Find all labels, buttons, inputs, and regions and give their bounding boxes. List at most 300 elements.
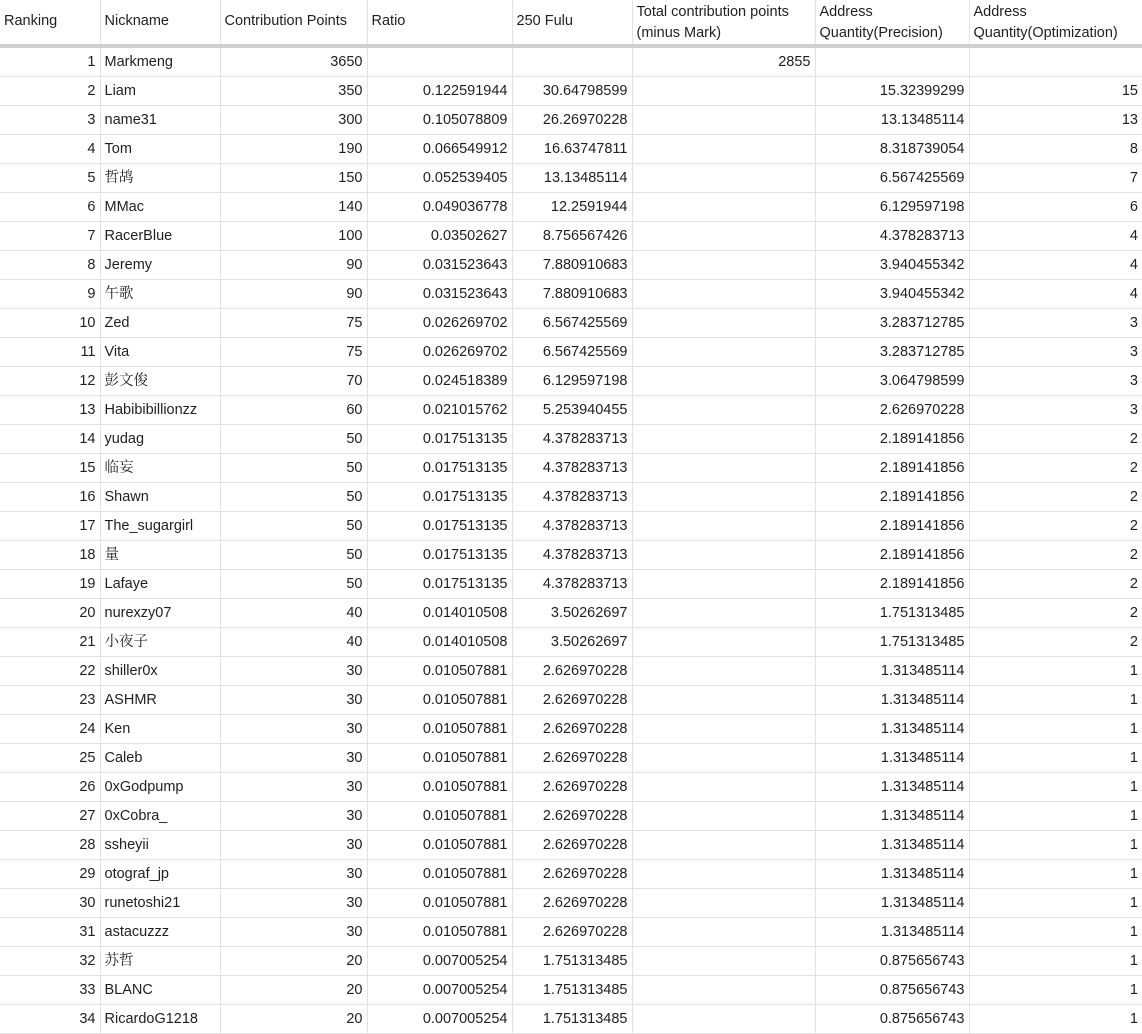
cell-nickname[interactable]: Markmeng [100,46,220,77]
cell-contribution-points[interactable]: 30 [220,860,367,889]
cell-250-fulu[interactable]: 2.626970228 [512,889,632,918]
cell-ratio[interactable]: 0.010507881 [367,744,512,773]
cell-ratio[interactable]: 0.010507881 [367,860,512,889]
cell-ratio[interactable]: 0.017513135 [367,425,512,454]
cell-total-contribution-points[interactable] [632,338,815,367]
cell-address-quantity-optimization[interactable]: 7 [969,164,1142,193]
cell-nickname[interactable]: RacerBlue [100,222,220,251]
table-row [0,541,1142,570]
cell-nickname[interactable]: 量 [100,541,220,570]
cell-address-quantity-precision[interactable]: 1.313485114 [815,773,969,802]
cell-total-contribution-points[interactable] [632,164,815,193]
cell-contribution-points[interactable]: 50 [220,541,367,570]
cell-ranking[interactable]: 7 [0,222,100,251]
table-row [0,164,1142,193]
cell-ratio[interactable]: 0.010507881 [367,715,512,744]
cell-address-quantity-precision[interactable]: 0.875656743 [815,1005,969,1034]
cell-250-fulu[interactable]: 4.378283713 [512,512,632,541]
cell-address-quantity-precision[interactable]: 1.313485114 [815,918,969,947]
cell-total-contribution-points[interactable] [632,599,815,628]
header-ratio[interactable]: Ratio [367,0,512,46]
cell-ratio[interactable]: 0.007005254 [367,976,512,1005]
cell-ranking[interactable]: 16 [0,483,100,512]
cell-ratio[interactable]: 0.014010508 [367,599,512,628]
header-nickname[interactable]: Nickname [100,0,220,46]
cell-total-contribution-points[interactable] [632,802,815,831]
cell-address-quantity-precision[interactable]: 2.189141856 [815,570,969,599]
cell-nickname[interactable]: 午歌 [100,280,220,309]
cell-contribution-points[interactable]: 150 [220,164,367,193]
cell-ranking[interactable]: 15 [0,454,100,483]
cell-address-quantity-optimization[interactable]: 3 [969,396,1142,425]
cell-address-quantity-precision[interactable]: 13.13485114 [815,106,969,135]
cell-total-contribution-points[interactable] [632,831,815,860]
cell-address-quantity-optimization[interactable]: 2 [969,541,1142,570]
cell-address-quantity-precision[interactable]: 6.567425569 [815,164,969,193]
cell-address-quantity-precision[interactable]: 1.313485114 [815,686,969,715]
cell-total-contribution-points[interactable] [632,918,815,947]
cell-address-quantity-optimization[interactable]: 1 [969,686,1142,715]
cell-250-fulu[interactable]: 6.567425569 [512,309,632,338]
cell-250-fulu[interactable] [512,46,632,77]
cell-nickname[interactable]: Shawn [100,483,220,512]
cell-total-contribution-points[interactable] [632,889,815,918]
cell-address-quantity-optimization[interactable]: 1 [969,1005,1142,1034]
cell-total-contribution-points[interactable] [632,77,815,106]
cell-ranking[interactable]: 23 [0,686,100,715]
table-row [0,570,1142,599]
cell-250-fulu[interactable]: 6.567425569 [512,338,632,367]
cell-ranking[interactable]: 28 [0,831,100,860]
cell-address-quantity-precision[interactable]: 1.313485114 [815,831,969,860]
cell-nickname[interactable]: ASHMR [100,686,220,715]
cell-nickname[interactable]: 苏哲 [100,947,220,976]
cell-contribution-points[interactable]: 190 [220,135,367,164]
cell-ranking[interactable]: 21 [0,628,100,657]
table-row [0,512,1142,541]
cell-ratio[interactable]: 0.010507881 [367,657,512,686]
cell-ratio[interactable]: 0.024518389 [367,367,512,396]
cell-address-quantity-optimization[interactable]: 1 [969,860,1142,889]
cell-address-quantity-optimization[interactable]: 4 [969,280,1142,309]
header-address-quantity-optimization[interactable]: Address Quantity(Optimization) [969,0,1142,46]
cell-contribution-points[interactable]: 50 [220,425,367,454]
cell-contribution-points[interactable]: 30 [220,773,367,802]
cell-contribution-points[interactable]: 20 [220,976,367,1005]
cell-nickname[interactable]: yudag [100,425,220,454]
cell-address-quantity-precision[interactable]: 1.751313485 [815,628,969,657]
cell-ratio[interactable]: 0.007005254 [367,1005,512,1034]
cell-ranking[interactable]: 5 [0,164,100,193]
cell-ranking[interactable]: 17 [0,512,100,541]
cell-address-quantity-precision[interactable]: 2.189141856 [815,483,969,512]
cell-ranking[interactable]: 18 [0,541,100,570]
cell-250-fulu[interactable]: 7.880910683 [512,251,632,280]
cell-contribution-points[interactable]: 90 [220,251,367,280]
cell-ranking[interactable]: 25 [0,744,100,773]
cell-address-quantity-optimization[interactable]: 2 [969,483,1142,512]
cell-nickname[interactable]: runetoshi21 [100,889,220,918]
cell-nickname[interactable]: Lafaye [100,570,220,599]
cell-nickname[interactable]: ssheyii [100,831,220,860]
cell-address-quantity-precision[interactable]: 3.283712785 [815,338,969,367]
cell-ranking[interactable]: 8 [0,251,100,280]
cell-ranking[interactable]: 2 [0,77,100,106]
cell-nickname[interactable]: 0xCobra_ [100,802,220,831]
table-row [0,744,1142,773]
cell-nickname[interactable]: RicardoG1218 [100,1005,220,1034]
cell-ratio[interactable]: 0.010507881 [367,773,512,802]
cell-contribution-points[interactable]: 30 [220,744,367,773]
cell-address-quantity-precision[interactable]: 3.283712785 [815,309,969,338]
cell-address-quantity-precision[interactable]: 1.313485114 [815,744,969,773]
cell-250-fulu[interactable]: 2.626970228 [512,860,632,889]
table-row [0,367,1142,396]
header-contribution-points[interactable]: Contribution Points [220,0,367,46]
cell-address-quantity-precision[interactable]: 4.378283713 [815,222,969,251]
cell-address-quantity-optimization[interactable]: 1 [969,657,1142,686]
cell-ranking[interactable]: 34 [0,1005,100,1034]
cell-total-contribution-points[interactable] [632,541,815,570]
cell-ratio[interactable]: 0.010507881 [367,918,512,947]
cell-ratio[interactable]: 0.066549912 [367,135,512,164]
cell-contribution-points[interactable]: 30 [220,802,367,831]
cell-ranking[interactable]: 3 [0,106,100,135]
cell-address-quantity-optimization[interactable]: 2 [969,570,1142,599]
cell-address-quantity-precision[interactable]: 2.626970228 [815,396,969,425]
cell-total-contribution-points[interactable] [632,744,815,773]
cell-address-quantity-optimization[interactable]: 2 [969,599,1142,628]
cell-ranking[interactable]: 1 [0,46,100,77]
cell-contribution-points[interactable]: 90 [220,280,367,309]
cell-250-fulu[interactable]: 2.626970228 [512,715,632,744]
cell-250-fulu[interactable]: 8.756567426 [512,222,632,251]
cell-contribution-points[interactable]: 100 [220,222,367,251]
cell-address-quantity-precision[interactable]: 8.318739054 [815,135,969,164]
cell-address-quantity-precision[interactable] [815,46,969,77]
cell-250-fulu[interactable]: 4.378283713 [512,570,632,599]
cell-total-contribution-points[interactable] [632,280,815,309]
cell-250-fulu[interactable]: 13.13485114 [512,164,632,193]
cell-address-quantity-optimization[interactable]: 6 [969,193,1142,222]
cell-contribution-points[interactable]: 20 [220,1005,367,1034]
cell-250-fulu[interactable]: 4.378283713 [512,483,632,512]
cell-250-fulu[interactable]: 1.751313485 [512,947,632,976]
cell-250-fulu[interactable]: 3.50262697 [512,599,632,628]
cell-250-fulu[interactable]: 2.626970228 [512,657,632,686]
cell-total-contribution-points[interactable] [632,773,815,802]
cell-address-quantity-precision[interactable]: 1.313485114 [815,657,969,686]
cell-total-contribution-points[interactable] [632,193,815,222]
cell-nickname[interactable]: shiller0x [100,657,220,686]
cell-total-contribution-points[interactable] [632,367,815,396]
cell-contribution-points[interactable]: 50 [220,570,367,599]
cell-total-contribution-points[interactable] [632,309,815,338]
cell-address-quantity-precision[interactable]: 3.064798599 [815,367,969,396]
cell-ranking[interactable]: 12 [0,367,100,396]
cell-address-quantity-optimization[interactable]: 2 [969,628,1142,657]
cell-ratio[interactable]: 0.010507881 [367,831,512,860]
cell-address-quantity-optimization[interactable]: 1 [969,715,1142,744]
cell-250-fulu[interactable]: 1.751313485 [512,1005,632,1034]
cell-total-contribution-points[interactable] [632,570,815,599]
cell-nickname[interactable]: Zed [100,309,220,338]
cell-contribution-points[interactable]: 30 [220,831,367,860]
cell-nickname[interactable]: 哲鸪 [100,164,220,193]
table-row [0,396,1142,425]
cell-250-fulu[interactable]: 5.253940455 [512,396,632,425]
cell-250-fulu[interactable]: 12.2591944 [512,193,632,222]
cell-address-quantity-precision[interactable]: 2.189141856 [815,454,969,483]
cell-address-quantity-optimization[interactable]: 4 [969,222,1142,251]
table-row [0,860,1142,889]
cell-contribution-points[interactable]: 140 [220,193,367,222]
cell-address-quantity-precision[interactable]: 3.940455342 [815,251,969,280]
cell-250-fulu[interactable]: 7.880910683 [512,280,632,309]
table-body [0,46,1142,1034]
cell-address-quantity-optimization[interactable]: 2 [969,512,1142,541]
cell-contribution-points[interactable]: 30 [220,918,367,947]
cell-nickname[interactable]: 小夜子 [100,628,220,657]
table-row [0,483,1142,512]
cell-ranking[interactable]: 22 [0,657,100,686]
cell-ratio[interactable]: 0.017513135 [367,483,512,512]
header-250-fulu[interactable]: 250 Fulu [512,0,632,46]
cell-250-fulu[interactable]: 26.26970228 [512,106,632,135]
cell-address-quantity-optimization[interactable]: 1 [969,744,1142,773]
cell-ratio[interactable]: 0.010507881 [367,686,512,715]
cell-ranking[interactable]: 14 [0,425,100,454]
cell-total-contribution-points[interactable] [632,222,815,251]
cell-contribution-points[interactable]: 30 [220,715,367,744]
cell-nickname[interactable]: nurexzy07 [100,599,220,628]
cell-contribution-points[interactable]: 50 [220,512,367,541]
cell-ratio[interactable]: 0.031523643 [367,280,512,309]
cell-ratio[interactable]: 0.010507881 [367,889,512,918]
cell-contribution-points[interactable]: 20 [220,947,367,976]
cell-ranking[interactable]: 27 [0,802,100,831]
header-total-contribution-points[interactable]: Total contribution points (minus Mark) [632,0,815,46]
cell-ranking[interactable]: 26 [0,773,100,802]
cell-address-quantity-optimization[interactable]: 15 [969,77,1142,106]
table-row [0,715,1142,744]
cell-nickname[interactable]: MMac [100,193,220,222]
cell-ranking[interactable]: 10 [0,309,100,338]
cell-250-fulu[interactable]: 2.626970228 [512,831,632,860]
cell-ranking[interactable]: 32 [0,947,100,976]
cell-total-contribution-points[interactable] [632,657,815,686]
cell-nickname[interactable]: name31 [100,106,220,135]
cell-nickname[interactable]: The_sugargirl [100,512,220,541]
cell-250-fulu[interactable]: 16.63747811 [512,135,632,164]
cell-total-contribution-points[interactable] [632,686,815,715]
cell-address-quantity-precision[interactable]: 1.751313485 [815,599,969,628]
cell-total-contribution-points[interactable]: 2855 [632,46,815,77]
cell-total-contribution-points[interactable] [632,135,815,164]
cell-nickname[interactable]: Habibibillionzz [100,396,220,425]
cell-250-fulu[interactable]: 30.64798599 [512,77,632,106]
cell-address-quantity-optimization[interactable]: 1 [969,918,1142,947]
cell-total-contribution-points[interactable] [632,251,815,280]
cell-total-contribution-points[interactable] [632,860,815,889]
cell-ratio[interactable]: 0.105078809 [367,106,512,135]
table-row [0,773,1142,802]
cell-ratio[interactable]: 0.021015762 [367,396,512,425]
cell-ratio[interactable]: 0.026269702 [367,338,512,367]
cell-contribution-points[interactable]: 300 [220,106,367,135]
cell-address-quantity-precision[interactable]: 2.189141856 [815,425,969,454]
cell-address-quantity-precision[interactable]: 15.32399299 [815,77,969,106]
table-row [0,77,1142,106]
cell-address-quantity-optimization[interactable]: 1 [969,976,1142,1005]
cell-250-fulu[interactable]: 3.50262697 [512,628,632,657]
cell-ratio[interactable]: 0.017513135 [367,541,512,570]
cell-contribution-points[interactable]: 50 [220,454,367,483]
cell-contribution-points[interactable]: 30 [220,889,367,918]
cell-ranking[interactable]: 6 [0,193,100,222]
cell-total-contribution-points[interactable] [632,976,815,1005]
cell-250-fulu[interactable]: 6.129597198 [512,367,632,396]
cell-total-contribution-points[interactable] [632,628,815,657]
cell-ratio[interactable]: 0.017513135 [367,454,512,483]
table-row [0,280,1142,309]
cell-address-quantity-optimization[interactable]: 13 [969,106,1142,135]
cell-nickname[interactable]: otograf_jp [100,860,220,889]
cell-nickname[interactable]: BLANC [100,976,220,1005]
cell-total-contribution-points[interactable] [632,1005,815,1034]
cell-contribution-points[interactable]: 70 [220,367,367,396]
cell-contribution-points[interactable]: 30 [220,686,367,715]
cell-ratio[interactable] [367,46,512,77]
cell-total-contribution-points[interactable] [632,947,815,976]
cell-address-quantity-optimization[interactable]: 3 [969,367,1142,396]
cell-address-quantity-precision[interactable]: 0.875656743 [815,976,969,1005]
cell-nickname[interactable]: Caleb [100,744,220,773]
cell-address-quantity-precision[interactable]: 1.313485114 [815,860,969,889]
cell-address-quantity-precision[interactable]: 2.189141856 [815,512,969,541]
cell-ranking[interactable]: 4 [0,135,100,164]
table-row [0,309,1142,338]
cell-nickname[interactable]: Ken [100,715,220,744]
cell-address-quantity-optimization[interactable]: 1 [969,889,1142,918]
cell-total-contribution-points[interactable] [632,425,815,454]
cell-ranking[interactable]: 24 [0,715,100,744]
cell-address-quantity-precision[interactable]: 1.313485114 [815,802,969,831]
cell-nickname[interactable]: 0xGodpump [100,773,220,802]
cell-total-contribution-points[interactable] [632,715,815,744]
table-row [0,135,1142,164]
cell-contribution-points[interactable]: 75 [220,338,367,367]
cell-250-fulu[interactable]: 4.378283713 [512,541,632,570]
cell-contribution-points[interactable]: 3650 [220,46,367,77]
cell-address-quantity-optimization[interactable]: 1 [969,947,1142,976]
cell-total-contribution-points[interactable] [632,483,815,512]
cell-address-quantity-optimization[interactable]: 4 [969,251,1142,280]
cell-ranking[interactable]: 11 [0,338,100,367]
cell-address-quantity-optimization[interactable]: 2 [969,425,1142,454]
cell-address-quantity-optimization[interactable]: 1 [969,802,1142,831]
cell-total-contribution-points[interactable] [632,106,815,135]
cell-nickname[interactable]: Tom [100,135,220,164]
cell-250-fulu[interactable]: 2.626970228 [512,686,632,715]
cell-250-fulu[interactable]: 1.751313485 [512,976,632,1005]
cell-total-contribution-points[interactable] [632,396,815,425]
cell-250-fulu[interactable]: 4.378283713 [512,454,632,483]
cell-ratio[interactable]: 0.026269702 [367,309,512,338]
cell-address-quantity-precision[interactable]: 2.189141856 [815,541,969,570]
table-row [0,454,1142,483]
cell-ranking[interactable]: 9 [0,280,100,309]
cell-ratio[interactable]: 0.122591944 [367,77,512,106]
cell-250-fulu[interactable]: 4.378283713 [512,425,632,454]
table-row [0,425,1142,454]
cell-ratio[interactable]: 0.007005254 [367,947,512,976]
cell-250-fulu[interactable]: 2.626970228 [512,744,632,773]
cell-address-quantity-optimization[interactable]: 8 [969,135,1142,164]
cell-ratio[interactable]: 0.017513135 [367,512,512,541]
cell-ratio[interactable]: 0.031523643 [367,251,512,280]
cell-nickname[interactable]: Jeremy [100,251,220,280]
cell-ranking[interactable]: 30 [0,889,100,918]
cell-nickname[interactable]: Liam [100,77,220,106]
cell-ranking[interactable]: 19 [0,570,100,599]
cell-ranking[interactable]: 13 [0,396,100,425]
cell-address-quantity-optimization[interactable] [969,46,1142,77]
cell-ratio[interactable]: 0.014010508 [367,628,512,657]
cell-address-quantity-optimization[interactable]: 1 [969,773,1142,802]
cell-nickname[interactable]: Vita [100,338,220,367]
table-row [0,976,1142,1005]
cell-contribution-points[interactable]: 350 [220,77,367,106]
cell-total-contribution-points[interactable] [632,454,815,483]
cell-ratio[interactable]: 0.052539405 [367,164,512,193]
cell-address-quantity-optimization[interactable]: 1 [969,831,1142,860]
table-row [0,947,1142,976]
cell-contribution-points[interactable]: 30 [220,657,367,686]
cell-ratio[interactable]: 0.03502627 [367,222,512,251]
cell-total-contribution-points[interactable] [632,512,815,541]
cell-address-quantity-precision[interactable]: 1.313485114 [815,889,969,918]
cell-contribution-points[interactable]: 75 [220,309,367,338]
cell-ratio[interactable]: 0.010507881 [367,802,512,831]
cell-nickname[interactable]: 彭文俊 [100,367,220,396]
cell-contribution-points[interactable]: 40 [220,628,367,657]
cell-ranking[interactable]: 29 [0,860,100,889]
header-ranking[interactable]: Ranking [0,0,100,46]
cell-address-quantity-precision[interactable]: 6.129597198 [815,193,969,222]
cell-ratio[interactable]: 0.049036778 [367,193,512,222]
cell-contribution-points[interactable]: 60 [220,396,367,425]
cell-250-fulu[interactable]: 2.626970228 [512,918,632,947]
cell-address-quantity-optimization[interactable]: 3 [969,309,1142,338]
cell-address-quantity-precision[interactable]: 0.875656743 [815,947,969,976]
cell-nickname[interactable]: astacuzzz [100,918,220,947]
cell-250-fulu[interactable]: 2.626970228 [512,802,632,831]
cell-nickname[interactable]: 临妄 [100,454,220,483]
cell-ranking[interactable]: 20 [0,599,100,628]
cell-address-quantity-optimization[interactable]: 2 [969,454,1142,483]
cell-ratio[interactable]: 0.017513135 [367,570,512,599]
header-address-quantity-precision[interactable]: Address Quantity(Precision) [815,0,969,46]
cell-contribution-points[interactable]: 40 [220,599,367,628]
cell-ranking[interactable]: 31 [0,918,100,947]
cell-ranking[interactable]: 33 [0,976,100,1005]
cell-250-fulu[interactable]: 2.626970228 [512,773,632,802]
cell-address-quantity-optimization[interactable]: 3 [969,338,1142,367]
cell-contribution-points[interactable]: 50 [220,483,367,512]
cell-address-quantity-precision[interactable]: 1.313485114 [815,715,969,744]
cell-address-quantity-precision[interactable]: 3.940455342 [815,280,969,309]
